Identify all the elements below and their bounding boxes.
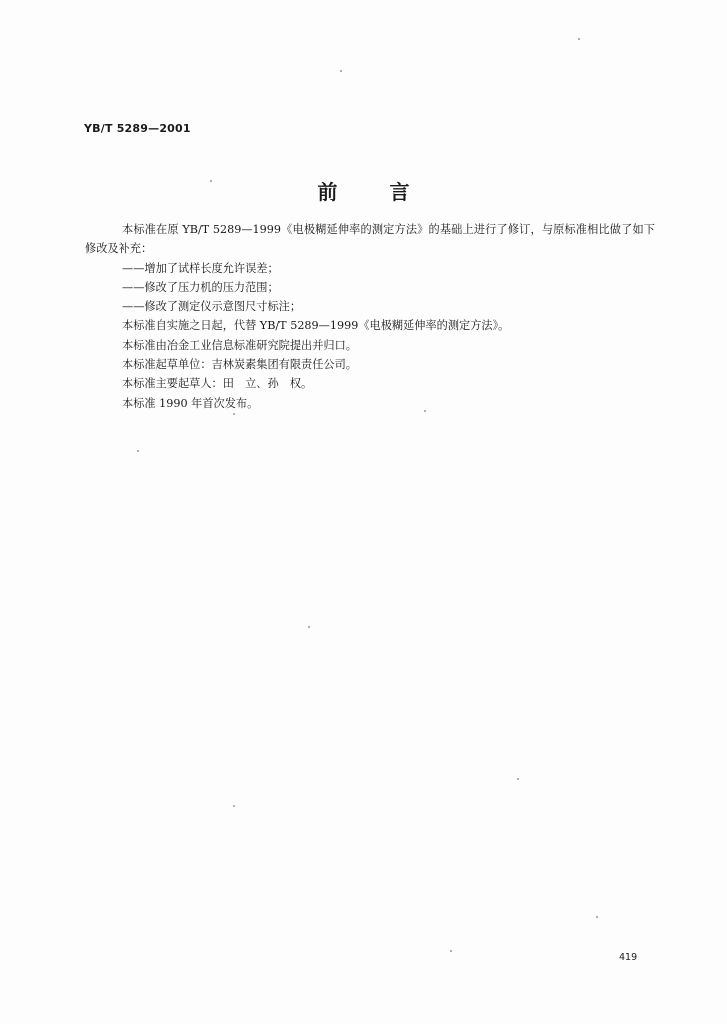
first-issue-paragraph: 本标准 1990 年首次发布。 xyxy=(122,396,259,410)
standard-code: YB/T 5289—2001 xyxy=(84,122,191,135)
scan-speck xyxy=(424,410,426,412)
scan-speck xyxy=(450,950,452,952)
foreword-body xyxy=(85,220,655,413)
page-title: 前言 xyxy=(317,180,462,204)
change-item-1: ——增加了试样长度允许误差； xyxy=(122,261,279,275)
scan-speck xyxy=(137,450,139,452)
scan-speck xyxy=(596,916,598,918)
scan-speck xyxy=(340,70,342,72)
drafters-paragraph: 本标准主要起草人：田 立、孙 权。 xyxy=(122,377,313,391)
change-item-3: ——修改了测定仪示意图尺寸标注； xyxy=(122,300,302,314)
scan-speck xyxy=(517,778,519,780)
scan-speck xyxy=(308,626,310,628)
scan-speck xyxy=(233,805,235,807)
change-item-2: ——修改了压力机的压力范围； xyxy=(122,280,279,294)
page-number: 419 xyxy=(619,952,638,963)
scan-speck xyxy=(210,180,212,182)
scan-speck xyxy=(233,413,235,415)
scan-speck xyxy=(578,38,580,40)
intro-paragraph: 本标准在原 YB/T 5289—1999《电极糊延伸率的测定方法》的基础上进行了修订，与原标准相比做了如下修改及补充： xyxy=(85,223,655,256)
proposer-paragraph: 本标准由冶金工业信息标准研究院提出并归口。 xyxy=(122,338,357,352)
replacement-paragraph: 本标准自实施之日起，代替 YB/T 5289—1999《电极糊延伸率的测定方法》。 xyxy=(122,319,510,333)
drafting-unit-paragraph: 本标准起草单位：吉林炭素集团有限责任公司。 xyxy=(122,358,357,372)
